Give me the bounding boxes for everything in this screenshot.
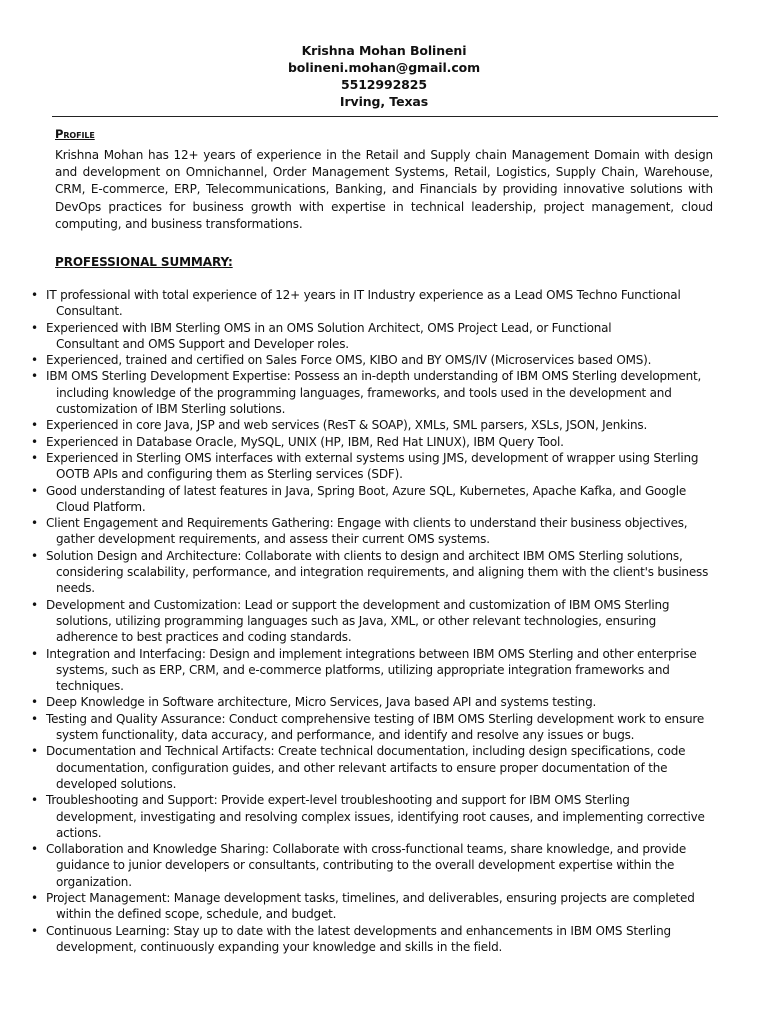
bullet-text-line: Cloud Platform. (56, 499, 146, 514)
bullet-text-line: Project Management: Manage development tasks, timelines, and deliverables, ensuring projects are completed (46, 890, 695, 905)
summary-bullet-item (0, 694, 768, 710)
bullet-text-line: development, investigating and resolving complex issues, identifying root causes, and implementing corrective (56, 809, 705, 824)
bullet-dot-icon: • (31, 597, 38, 612)
resume-header (0, 42, 768, 110)
summary-bullet-item (0, 597, 768, 646)
summary-bullet-item (0, 434, 768, 450)
bullet-text (46, 711, 712, 744)
bullet-text (46, 352, 712, 368)
bullet-text-line: gather development requirements, and assess their current OMS systems. (56, 532, 490, 547)
candidate-name: Krishna Mohan Bolineni (301, 43, 467, 58)
summary-bullet-item (0, 548, 768, 597)
summary-bullet-item (0, 417, 768, 433)
summary-bullet-item (0, 483, 768, 516)
bullet-dot-icon: • (31, 923, 38, 938)
bullet-text-line: Troubleshooting and Support: Provide expert-level troubleshooting and support for IBM OMS Sterling (46, 793, 630, 808)
bullet-text-line: needs. (56, 581, 95, 596)
summary-bullet-item (0, 287, 768, 320)
bullet-text-line: IBM OMS Sterling Development Expertise: Possess an in-depth understanding of IBM OMS Sterling development, (46, 369, 702, 384)
bullet-dot-icon: • (31, 744, 38, 759)
bullet-dot-icon: • (31, 483, 38, 498)
summary-bullet-item (0, 368, 768, 417)
bullet-dot-icon: • (31, 516, 38, 531)
bullet-text (46, 890, 712, 923)
summary-bullet-list (0, 287, 768, 955)
profile-paragraph: Krishna Mohan has 12+ years of experience in the Retail and Supply chain Management Domain with design and development on Omnichannel, Order Management Systems, Retail, Logistics, Supply Chain, Warehouse, CRM, E-commerce, ERP, Telecommunications, Banking, and Financials by providing innovative solutions with DevOps practices for business growth with expertise in technical leadership, project management, cloud computing, and business transformations. (55, 148, 713, 231)
bullet-dot-icon: • (31, 320, 38, 335)
bullet-text (46, 434, 712, 450)
bullet-dot-icon: • (31, 695, 38, 710)
bullet-dot-icon: • (31, 288, 38, 302)
profile-heading: Profile (55, 127, 95, 141)
bullet-text-line: considering scalability, performance, and integration requirements, and aligning them with the client's business (56, 565, 709, 580)
bullet-text (46, 320, 712, 353)
bullet-text-line: adherence to best practices and coding standards. (56, 630, 352, 645)
bullet-dot-icon: • (31, 548, 38, 563)
bullet-text-line: Integration and Interfacing: Design and implement integrations between IBM OMS Sterling and other enterprise (46, 646, 697, 661)
summary-bullet-item (0, 743, 768, 792)
summary-bullet-item (0, 450, 768, 483)
bullet-text (46, 597, 712, 646)
bullet-dot-icon: • (31, 434, 38, 449)
bullet-text-line: Experienced in Database Oracle, MySQL, UNIX (HP, IBM, Red Hat LINUX), IBM Query Tool. (46, 434, 564, 449)
bullet-dot-icon: • (31, 418, 38, 433)
summary-bullet-item (0, 792, 768, 841)
candidate-location: Irving, Texas (339, 94, 429, 109)
bullet-text-line: Testing and Quality Assurance: Conduct comprehensive testing of IBM OMS Sterling development work to ensure (46, 711, 705, 726)
bullet-text (46, 743, 712, 792)
bullet-text-line: Consultant. (56, 304, 123, 319)
bullet-text-line: within the defined scope, schedule, and budget. (56, 907, 337, 922)
bullet-text-line: customization of IBM Sterling solutions. (56, 402, 286, 417)
candidate-email: bolineni.mohan@gmail.com (287, 60, 481, 75)
summary-bullet-item (0, 711, 768, 744)
bullet-text-line: Documentation and Technical Artifacts: Create technical documentation, including design specifications, code (46, 744, 686, 759)
bullet-text-line: system functionality, data accuracy, and performance, and identify and resolve any issues or bugs. (56, 728, 635, 743)
bullet-text (46, 548, 712, 597)
bullet-text-line: techniques. (56, 679, 124, 694)
summary-bullet-item (0, 646, 768, 695)
bullet-text-line: Experienced in Sterling OMS interfaces with external systems using JMS, development of wrapper using Sterling (46, 450, 699, 465)
bullet-text-line: developed solutions. (56, 776, 177, 791)
bullet-text (46, 417, 712, 433)
summary-bullet-item (0, 515, 768, 548)
header-divider (52, 116, 718, 117)
bullet-text-line: Deep Knowledge in Software architecture, Micro Services, Java based API and systems testing. (46, 695, 597, 710)
bullet-text (46, 923, 712, 956)
summary-bullet-item (0, 320, 768, 353)
bullet-text (46, 368, 712, 417)
bullet-text (46, 792, 712, 841)
bullet-text (46, 287, 712, 320)
bullet-dot-icon: • (31, 842, 38, 857)
bullet-text-line: guidance to junior developers or consultants, contributing to the overall development expertise within the (56, 858, 675, 873)
bullet-text-line: IT professional with total experience of 12+ years in IT Industry experience as a Lead OMS Techno Functional (46, 288, 681, 302)
summary-bullet-item (0, 841, 768, 890)
candidate-phone: 5512992825 (341, 77, 427, 92)
bullet-text-line: Experienced, trained and certified on Sales Force OMS, KIBO and BY OMS/IV (Microservices based OMS). (46, 353, 652, 368)
bullet-text-line: documentation, configuration guides, and other relevant artifacts to ensure proper documentation of the (56, 760, 668, 775)
bullet-text-line: Experienced with IBM Sterling OMS in an OMS Solution Architect, OMS Project Lead, or Functional (46, 320, 612, 335)
bullet-text (46, 841, 712, 890)
bullet-dot-icon: • (31, 353, 38, 368)
summary-bullet-item (0, 352, 768, 368)
bullet-text-line: development, continuously expanding your knowledge and skills in the field. (56, 939, 503, 954)
bullet-text-line: including knowledge of the programming languages, frameworks, and tools used in the development and (56, 385, 672, 400)
bullet-dot-icon: • (31, 646, 38, 661)
bullet-text-line: solutions, utilizing programming languages such as Java, XML, or other relevant technologies, ensuring (56, 613, 657, 628)
bullet-dot-icon: • (31, 793, 38, 808)
bullet-text (46, 483, 712, 516)
bullet-text-line: OOTB APIs and configuring them as Sterling services (SDF). (56, 467, 403, 482)
summary-bullet-item (0, 923, 768, 956)
bullet-dot-icon: • (31, 890, 38, 905)
bullet-dot-icon: • (31, 711, 38, 726)
bullet-text-line: Client Engagement and Requirements Gathering: Engage with clients to understand their business objectives, (46, 516, 688, 531)
bullet-text (46, 694, 712, 710)
bullet-dot-icon: • (31, 369, 38, 384)
bullet-text-line: Continuous Learning: Stay up to date with the latest developments and enhancements in IBM OMS Sterling (46, 923, 671, 938)
bullet-dot-icon: • (31, 450, 38, 465)
bullet-text-line: Consultant and OMS Support and Developer roles. (56, 336, 349, 351)
bullet-text-line: systems, such as ERP, CRM, and e-commerce platforms, utilizing appropriate integration frameworks and (56, 662, 670, 677)
summary-bullet-item (0, 890, 768, 923)
bullet-text-line: Solution Design and Architecture: Collaborate with clients to design and architect IBM OMS Sterling solutions, (46, 548, 683, 563)
bullet-text (46, 646, 712, 695)
bullet-text-line: Development and Customization: Lead or support the development and customization of IBM OMS Sterling (46, 597, 670, 612)
bullet-text-line: organization. (56, 874, 132, 889)
bullet-text (46, 515, 712, 548)
bullet-text-line: Good understanding of latest features in Java, Spring Boot, Azure SQL, Kubernetes, Apache Kafka, and Google (46, 483, 687, 498)
summary-heading: PROFESSIONAL SUMMARY: (55, 255, 233, 269)
bullet-text-line: Collaboration and Knowledge Sharing: Collaborate with cross-functional teams, share knowledge, and provide (46, 842, 687, 857)
bullet-text-line: actions. (56, 825, 102, 840)
bullet-text (46, 450, 712, 483)
bullet-text-line: Experienced in core Java, JSP and web services (ResT & SOAP), XMLs, SML parsers, XSLs, JSON, Jenkins. (46, 418, 648, 433)
